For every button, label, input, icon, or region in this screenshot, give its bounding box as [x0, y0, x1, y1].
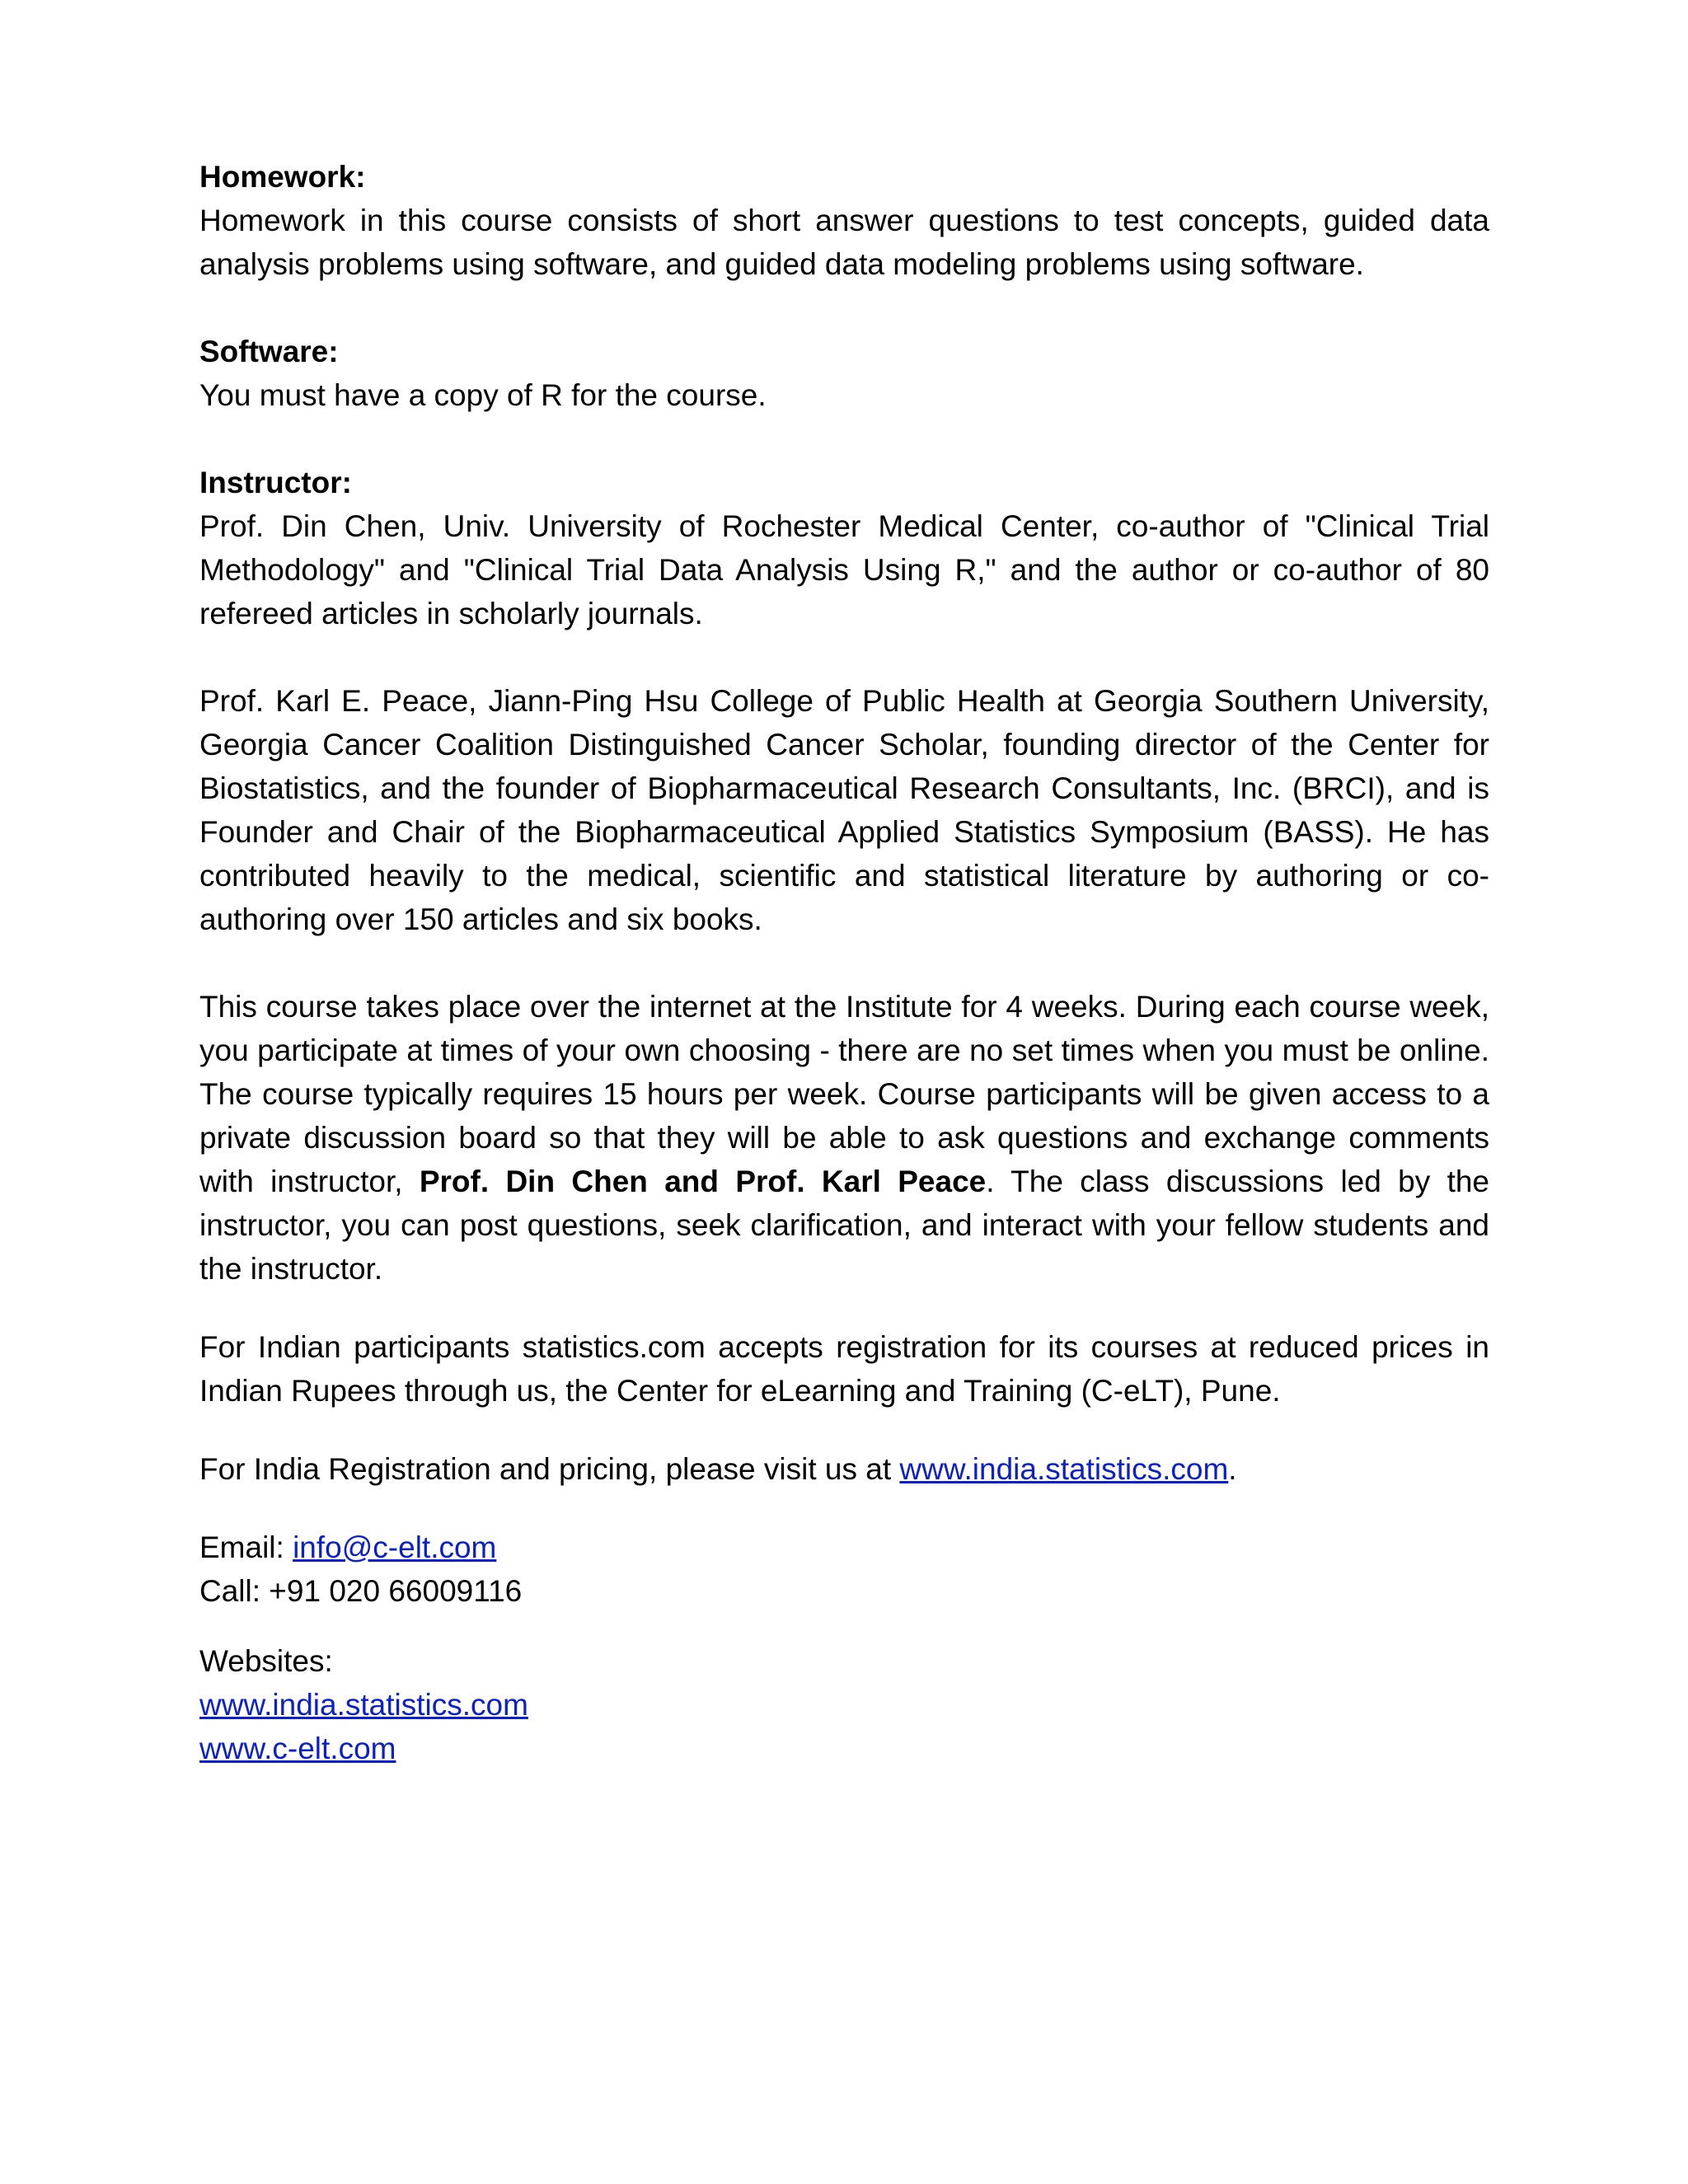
spacer [199, 286, 1489, 330]
spacer [199, 1291, 1489, 1325]
india-statistics-link[interactable]: www.india.statistics.com [899, 1452, 1229, 1486]
registration-suffix: . [1228, 1452, 1237, 1486]
india-participants-text: For Indian participants statistics.com accepts registration for its courses at reduced prices in Indian Rupees through us, the Center for eLearning and Training (C-eLT), Pune. [199, 1330, 1489, 1408]
instructor-chen-bio: Prof. Din Chen, Univ. University of Rochester Medical Center, co-author of "Clinical Trial Methodology" and "Clinical Trial Data Analysis Using R," and the author or co-author of 80 refereed articles in scholarly journals. [199, 509, 1489, 630]
software-text: You must have a copy of R for the course. [199, 378, 767, 412]
registration-prefix: For India Registration and pricing, please visit us at [199, 1452, 900, 1486]
course-info-text [199, 985, 1489, 1291]
websites-label: Websites: [199, 1644, 333, 1678]
website-link-india-statistics[interactable]: www.india.statistics.com [199, 1688, 528, 1722]
software-heading: Software: [199, 335, 339, 368]
email-label: Email: [199, 1530, 293, 1564]
course-info-text-after: . The class discussions led by the instructor, you can post questions, seek clarification, and interact with your fellow students and the instructor. [199, 1165, 1489, 1286]
website-line-2 [199, 1727, 1489, 1770]
website-link-c-elt[interactable]: www.c-elt.com [199, 1732, 396, 1765]
website-line-1 [199, 1683, 1489, 1727]
instructor-peace-bio: Prof. Karl E. Peace, Jiann-Ping Hsu College of Public Health at Georgia Southern University, Georgia Cancer Coalition Distinguished Cancer Scholar, founding director of the Center for Biostatistics, and the founder of Biopharmaceutical Research Consultants, Inc. (BRCI), and is Founder and Chair of the Biopharmaceutical Applied Statistics Symposium (BASS). He has contributed heavily to the medical, scientific and statistical literature by authoring or co-authoring over 150 articles and six books. [199, 684, 1489, 936]
course-info-text-before: This course takes place over the internet at the Institute for 4 weeks. During each course week, you participate at times of your own choosing - there are no set times when you must be online. The course typically requires 15 hours per week. Course participants will be given access to a private discussion board so that they will be able to ask questions and exchange comments with instructor, [199, 990, 1489, 1198]
spacer [199, 1613, 1489, 1639]
email-line [199, 1526, 1489, 1569]
homework-text: Homework in this course consists of short answer questions to test concepts, guided data analysis problems using software, and guided data modeling problems using software. [199, 204, 1489, 281]
spacer [199, 941, 1489, 985]
spacer [199, 1413, 1489, 1447]
instructor-heading: Instructor: [199, 466, 352, 499]
spacer [199, 635, 1489, 679]
document-content [199, 155, 1489, 1770]
spacer [199, 1491, 1489, 1526]
india-registration-text [199, 1447, 1489, 1491]
spacer [199, 417, 1489, 461]
homework-heading: Homework: [199, 160, 366, 194]
call-line: Call: +91 020 66009116 [199, 1574, 523, 1608]
instructor-names: Prof. Din Chen and Prof. Karl Peace [419, 1165, 987, 1198]
email-link[interactable]: info@c-elt.com [293, 1530, 497, 1564]
